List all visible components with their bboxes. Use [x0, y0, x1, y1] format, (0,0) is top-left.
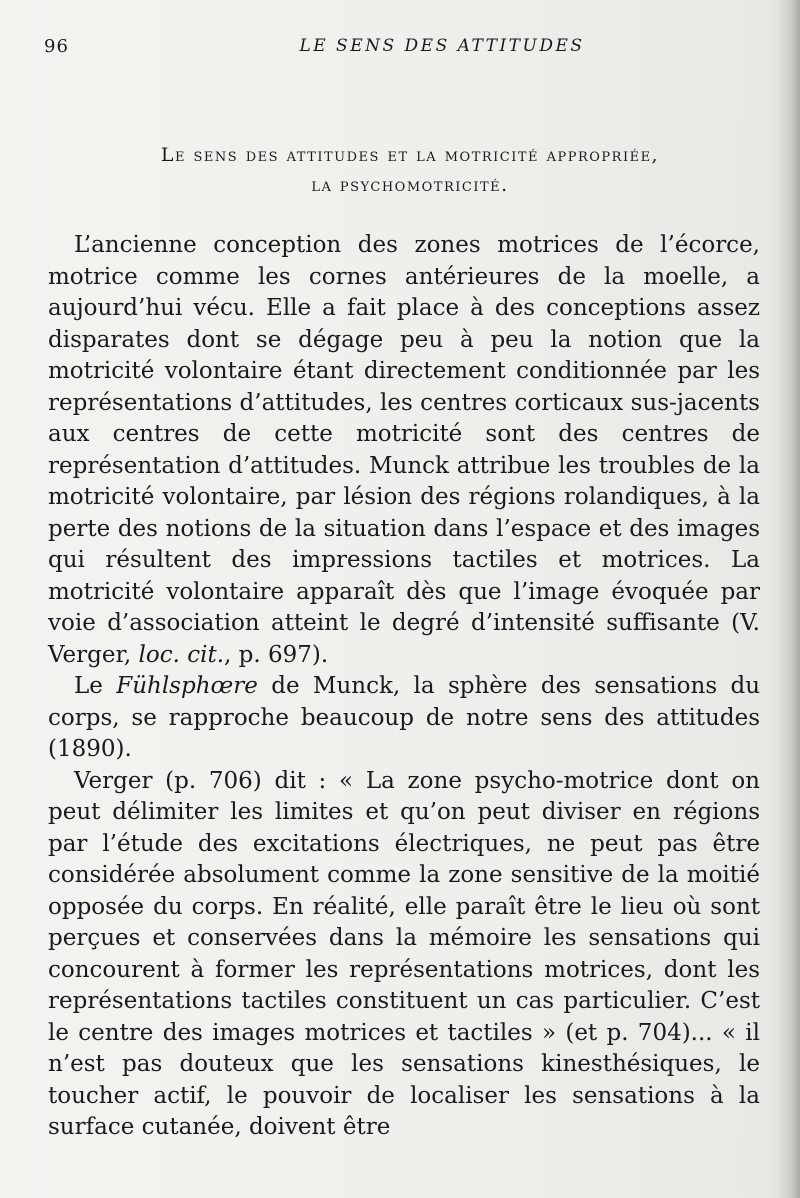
paragraph-2-italic: Fühlsphœre: [116, 673, 258, 699]
page-edge-shadow: [778, 0, 800, 1198]
running-head: [44, 36, 760, 60]
paragraph-3: Verger (p. 706) dit : « La zone psycho-motrice dont on peut délimiter les limites et qu’on peut diviser en régions par l’étude des excitations électriques, ne peut pas être considérée absolument comme la zone sensitive de la moitié opposée du corps. En réalité, elle paraît être le lieu où sont perçues et conservées dans la mémoire les sensations qui concourent à former les représentations motrices, dont les représentations tactiles constituent un cas particulier. C’est le centre des images motrices et tactiles » (et p. 704)... « il n’est pas douteux que les sensations kinesthésiques, le toucher actif, le pouvoir de localiser les sensations à la surface cutanée, doivent être: [48, 767, 760, 1140]
paragraph-2: [48, 671, 760, 766]
paragraph-1-text-end: , p. 697).: [224, 641, 329, 668]
paragraph-1-text: L’ancienne conception des zones motrices de l’écorce, motrice comme les cornes antérieures de la moelle, a aujourd’hui vécu. Elle a fait place à des conceptions assez disparates dont se dégage peu à peu la notion que la motricité volontaire étant directement conditionnée par les représentations d’attitudes, les centres corticaux sus-jacents aux centres de cette motricité sont des centres de représentation d’attitudes. Munck attribue les troubles de la motricité volontaire, par lésion des régions rolandiques, à la perte des notions de la situation dans l’espace et des images qui résultent des impressions tactiles et motrices. La motricité volontaire apparaît dès que l’image évoquée par voie d’association atteint le degré d’intensité suffisante (V. Verger,: [48, 232, 760, 668]
paragraph-2-text: Le: [74, 673, 117, 699]
running-title: LE SENS DES ATTITUDES: [299, 36, 585, 56]
body-text: [48, 230, 760, 1144]
paragraph-2-text-end: de Munck, la sphère des sensations du corps, se rapproche beaucoup de notre sens des attitudes (1890).: [48, 673, 761, 762]
section-heading-line-1: Le sens des attitudes et la motricité appropriée,: [160, 144, 660, 166]
page-number: 96: [44, 36, 69, 57]
paragraph-1-italic: loc. cit.: [138, 641, 225, 668]
section-heading-line-2: la psychomotricité.: [311, 174, 509, 196]
paragraph-1: [48, 230, 760, 671]
section-heading: [60, 140, 760, 200]
